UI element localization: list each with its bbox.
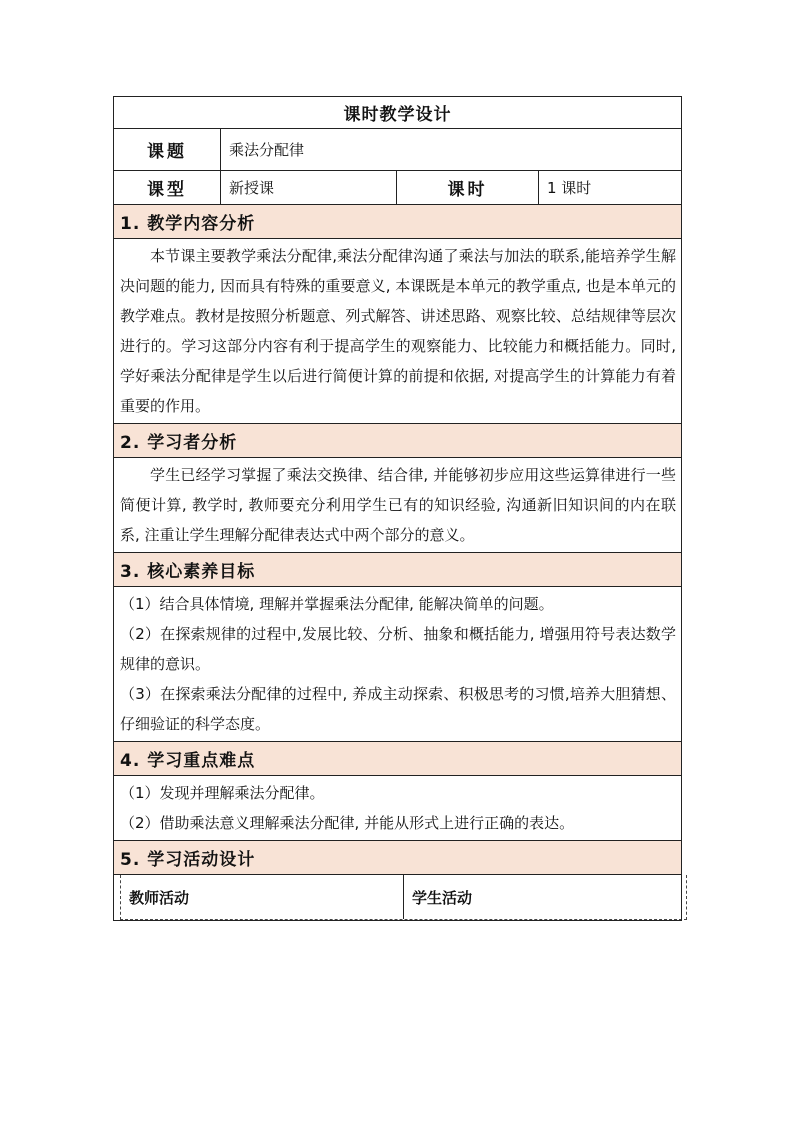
goal-item-1: （1）结合具体情境, 理解并掌握乘法分配律, 能解决简单的问题。	[120, 595, 554, 613]
content-analysis-text: 本节课主要教学乘法分配律,乘法分配律沟通了乘法与加法的联系,能培养学生解决问题的能力, 因而具有特殊的重要意义, 本课既是本单元的教学重点, 也是本单元的教学难点。教材是按照分析题意、列式解答、讲述思路、观察比较、总结规律等层次进行的。学习这部分内容有利于提高学生的观察能力、比较能力和概括能力。同时, 学好乘法分配律是学生以后进行简便计算的前提和依据, 对提高学生的计算能力有着重要的作用。	[120, 247, 676, 415]
teacher-activity-header: 教师活动	[129, 888, 190, 907]
goal-item-3: （3）在探索乘法分配律的过程中, 养成主动探索、积极思考的习惯,培养大胆猜想、仔细验证的科学态度。	[120, 685, 676, 733]
key-points-body	[114, 776, 682, 841]
content-analysis-body	[114, 239, 682, 424]
lesson-type-value: 新授课	[221, 171, 397, 205]
section-activity-design-heading: 5. 学习活动设计	[114, 841, 682, 875]
lesson-design-table	[113, 96, 682, 921]
learner-analysis-body	[114, 458, 682, 553]
goal-item-2: （2）在探索规律的过程中,发展比较、分析、抽象和概括能力, 增强用符号表达数学规律的意识。	[120, 625, 676, 673]
class-hours-label: 课时	[397, 171, 539, 205]
table-title: 课时教学设计	[114, 97, 682, 129]
learner-analysis-text: 学生已经学习掌握了乘法交换律、结合律, 并能够初步应用这些运算律进行一些简便计算, 教学时, 教师要充分利用学生已有的知识经验, 沟通新旧知识间的内在联系, 注重让学生理解分配律表达式中两个部分的意义。	[120, 466, 676, 544]
activity-design-row	[114, 875, 682, 921]
lesson-type-label: 课型	[114, 171, 221, 205]
class-hours-value: 1 课时	[539, 171, 682, 205]
key-point-item-1: （1）发现并理解乘法分配律。	[120, 784, 325, 802]
topic-value: 乘法分配律	[221, 129, 682, 171]
section-content-analysis-heading: 1. 教学内容分析	[114, 205, 682, 239]
section-learner-analysis-heading: 2. 学习者分析	[114, 424, 682, 458]
topic-label: 课题	[114, 129, 221, 171]
section-core-goals-heading: 3. 核心素养目标	[114, 553, 682, 587]
activity-columns	[120, 875, 687, 920]
student-activity-header: 学生活动	[403, 875, 686, 919]
section-key-points-heading: 4. 学习重点难点	[114, 742, 682, 776]
core-goals-body	[114, 587, 682, 742]
key-point-item-2: （2）借助乘法意义理解乘法分配律, 并能从形式上进行正确的表达。	[120, 814, 575, 832]
